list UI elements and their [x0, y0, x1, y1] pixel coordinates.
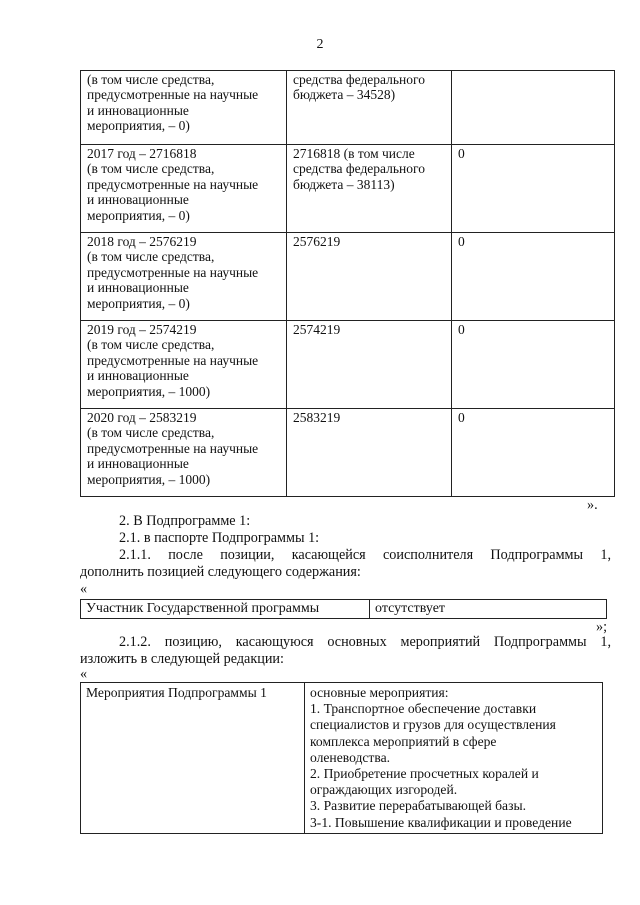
- table-cell: 2583219: [287, 409, 452, 497]
- table-cell: 2576219: [287, 233, 452, 321]
- finance-table: [80, 70, 615, 497]
- participant-table: [80, 599, 607, 619]
- table-row: [81, 71, 615, 145]
- table-cell: основные мероприятия: 1. Транспортное обеспечение доставки специалистов и грузов для осуществления комплекса мероприятий в сфере оленеводства. 2. Приобретение просчетных коралей и ограждающих изгородей. 3. Развитие перерабатывающей базы. 3-1. Повышение квалификации и проведение: [305, 683, 603, 834]
- closing-quote: »;: [596, 619, 608, 635]
- table-cell: 0: [452, 145, 615, 233]
- table-row: [81, 145, 615, 233]
- paragraph-text: 2.1.2. позицию, касающуюся основных мероприятий Подпрограммы 1,: [119, 634, 611, 650]
- table-cell: отсутствует: [370, 600, 607, 619]
- table-cell: 2017 год – 2716818 (в том числе средства, предусмотренные на научные и инновационные мероприятия, – 0): [81, 145, 287, 233]
- table-cell: 0: [452, 233, 615, 321]
- table-cell: (в том числе средства, предусмотренные на научные и инновационные мероприятия, – 0): [81, 71, 287, 145]
- table-row: [81, 233, 615, 321]
- table-cell: 2018 год – 2576219 (в том числе средства, предусмотренные на научные и инновационные мероприятия, – 0): [81, 233, 287, 321]
- table-row: [81, 683, 603, 834]
- opening-quote: «: [80, 581, 88, 597]
- table-cell: 2019 год – 2574219 (в том числе средства, предусмотренные на научные и инновационные мероприятия, – 1000): [81, 321, 287, 409]
- paragraph-text: 2. В Подпрограмме 1:: [119, 513, 251, 529]
- table-cell: 2716818 (в том числе средства федерального бюджета – 38113): [287, 145, 452, 233]
- paragraph-text: изложить в следующей редакции:: [80, 651, 284, 667]
- table-row: [81, 321, 615, 409]
- activities-table: [80, 682, 603, 834]
- table-row: [81, 409, 615, 497]
- paragraph-text: дополнить позицией следующего содержания:: [80, 564, 361, 580]
- table-cell: Участник Государственной программы: [81, 600, 370, 619]
- page-number: 2: [316, 37, 324, 52]
- table-cell: Мероприятия Подпрограммы 1: [81, 683, 305, 834]
- table-cell: [452, 71, 615, 145]
- opening-quote: «: [80, 666, 88, 682]
- closing-quote: ».: [587, 497, 598, 513]
- paragraph-text: 2.1. в паспорте Подпрограммы 1:: [119, 530, 320, 546]
- table-cell: 2020 год – 2583219 (в том числе средства, предусмотренные на научные и инновационные мероприятия, – 1000): [81, 409, 287, 497]
- table-cell: 0: [452, 321, 615, 409]
- table-cell: 2574219: [287, 321, 452, 409]
- table-row: [81, 600, 607, 619]
- table-cell: 0: [452, 409, 615, 497]
- table-cell: средства федерального бюджета – 34528): [287, 71, 452, 145]
- paragraph-text: 2.1.1. после позиции, касающейся соисполнителя Подпрограммы 1,: [119, 547, 611, 563]
